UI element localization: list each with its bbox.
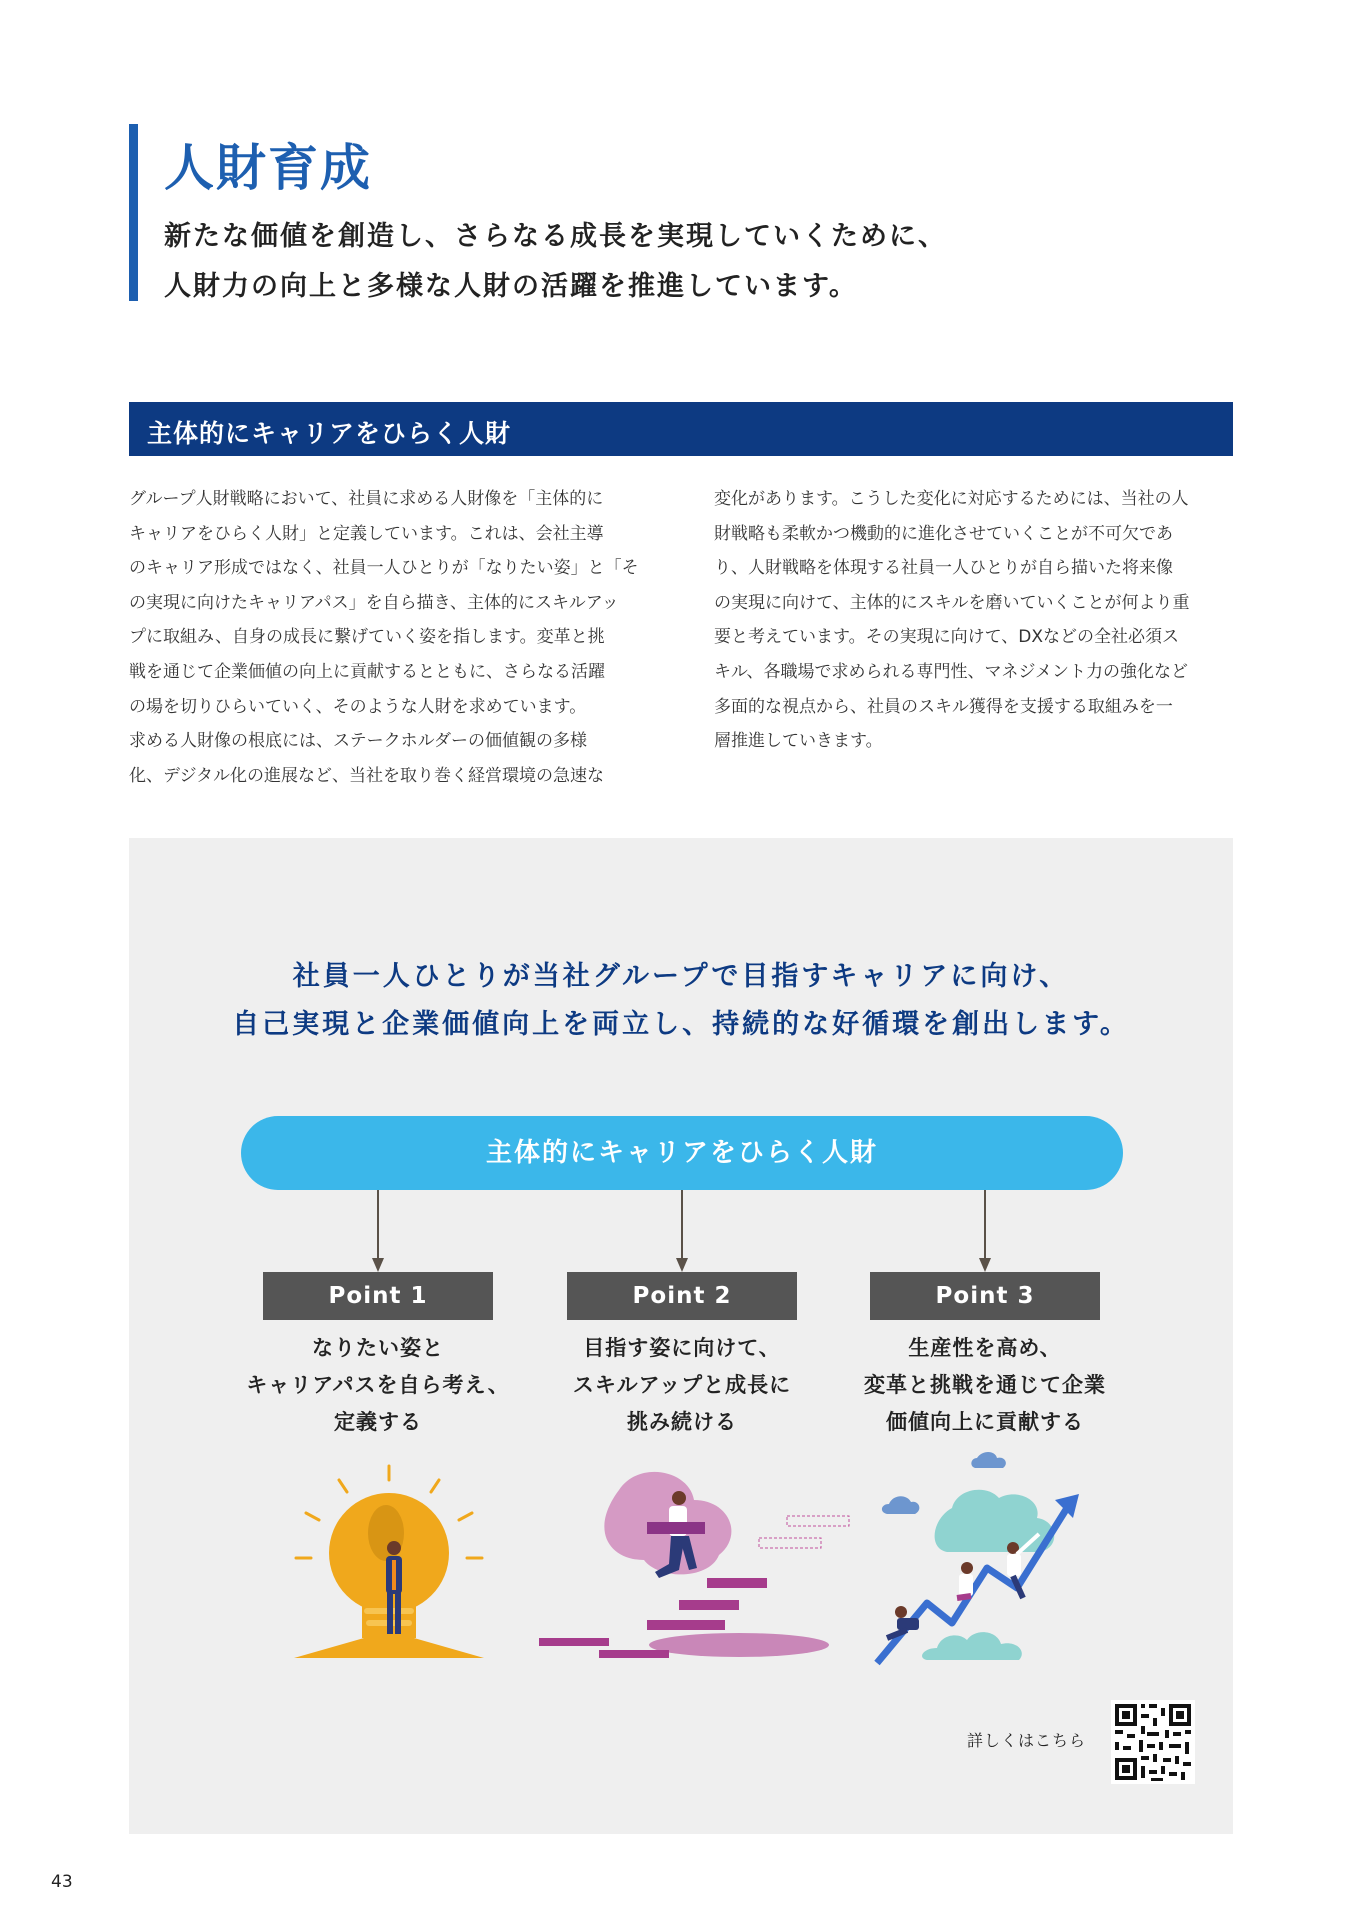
panel-heading-line: 自己実現と企業価値向上を両立し、持続的な好循環を創出します。	[232, 1009, 1130, 1040]
point-line: 挑み続ける	[627, 1410, 737, 1434]
point-2	[567, 1272, 797, 1441]
body-line: グループ人財戦略において、社員に求める人財像を「主体的に	[129, 489, 604, 509]
lead-line: 新たな価値を創造し、さらなる成長を実現していくために、	[164, 221, 947, 252]
point-line: 変革と挑戦を通じて企業	[864, 1373, 1106, 1397]
body-line: の実現に向けたキャリアパス」を自ら描き、主体的にスキルアッ	[129, 592, 619, 613]
body-line: 求める人財像の根底には、ステークホルダーの価値観の多様	[129, 731, 587, 752]
title-accent-bar	[129, 124, 138, 301]
growth-arrow-illustration	[867, 1448, 1097, 1668]
stairs-person-illustration	[529, 1460, 859, 1660]
page-number: 43	[51, 1872, 73, 1892]
down-arrow-icon	[372, 1190, 384, 1272]
body-line: のキャリア形成ではなく、社員一人ひとりが「なりたい姿」と「そ	[129, 558, 639, 579]
body-line: 多面的な視点から、社員のスキル獲得を支援する取組みを一	[714, 696, 1173, 717]
career-diagram-panel	[129, 838, 1233, 1834]
down-arrow-icon	[676, 1190, 688, 1272]
point-1	[246, 1272, 510, 1441]
body-line: り、人財戦略を体現する社員一人ひとりが自ら描いた将来像	[714, 558, 1173, 579]
body-line: の場を切りひらいていく、そのような人財を求めています。	[129, 696, 587, 717]
panel-heading-line: 社員一人ひとりが当社グループで目指すキャリアに向け、	[292, 961, 1070, 992]
career-pill	[241, 1116, 1123, 1190]
point-description	[835, 1330, 1135, 1441]
lead-line: 人財力の向上と多様な人財の活躍を推進しています。	[164, 271, 858, 302]
point-line: 価値向上に貢献する	[886, 1410, 1084, 1434]
point-description	[228, 1330, 528, 1441]
body-line: の実現に向けて、主体的にスキルを磨いていくことが何より重	[714, 592, 1190, 613]
point-label: Point 1	[263, 1272, 493, 1320]
body-line: 化、デジタル化の進展など、当社を取り巻く経営環境の急速な	[129, 765, 604, 786]
career-pill-label: 主体的にキャリアをひらく人財	[485, 1138, 878, 1168]
body-line: 要と考えています。その実現に向けて、DXなどの全社必須ス	[714, 627, 1180, 648]
point-3	[864, 1272, 1106, 1441]
body-line: キル、各職場で求められる専門性、マネジメント力の強化など	[714, 661, 1188, 682]
body-line: 戦を通じて企業価値の向上に貢献するとともに、さらなる活躍	[129, 661, 605, 682]
body-line: プに取組み、自身の成長に繋げていく姿を指します。変革と挑	[129, 627, 605, 648]
point-line: 生産性を高め、	[908, 1336, 1062, 1360]
point-line: スキルアップと成長に	[572, 1373, 792, 1397]
body-column-left	[129, 482, 649, 793]
panel-heading	[129, 953, 1233, 1049]
point-label: Point 2	[567, 1272, 797, 1320]
point-description	[532, 1330, 832, 1441]
down-arrow-icon	[979, 1190, 991, 1272]
page-title: 人財育成	[164, 139, 372, 197]
section-title: 主体的にキャリアをひらく人財	[147, 419, 512, 448]
point-line: 定義する	[334, 1410, 422, 1434]
point-line: キャリアパスを自ら考え、	[246, 1373, 510, 1397]
qr-link-label[interactable]: 詳しくはこちら	[967, 1731, 1087, 1750]
section-header	[129, 402, 1233, 456]
body-line: 財戦略も柔軟かつ機動的に進化させていくことが不可欠であ	[714, 523, 1173, 544]
body-column-right	[714, 482, 1234, 759]
qr-code-icon[interactable]	[1111, 1700, 1195, 1784]
body-line: キャリアをひらく人財」と定義しています。これは、会社主導	[129, 523, 604, 544]
point-line: なりたい姿と	[312, 1336, 444, 1360]
lead-text	[164, 212, 947, 312]
point-label: Point 3	[870, 1272, 1100, 1320]
body-line: 層推進していきます。	[714, 731, 883, 752]
point-line: 目指す姿に向けて、	[583, 1336, 781, 1360]
body-line: 変化があります。こうした変化に対応するためには、当社の人	[714, 489, 1189, 509]
lightbulb-person-illustration	[274, 1458, 504, 1658]
